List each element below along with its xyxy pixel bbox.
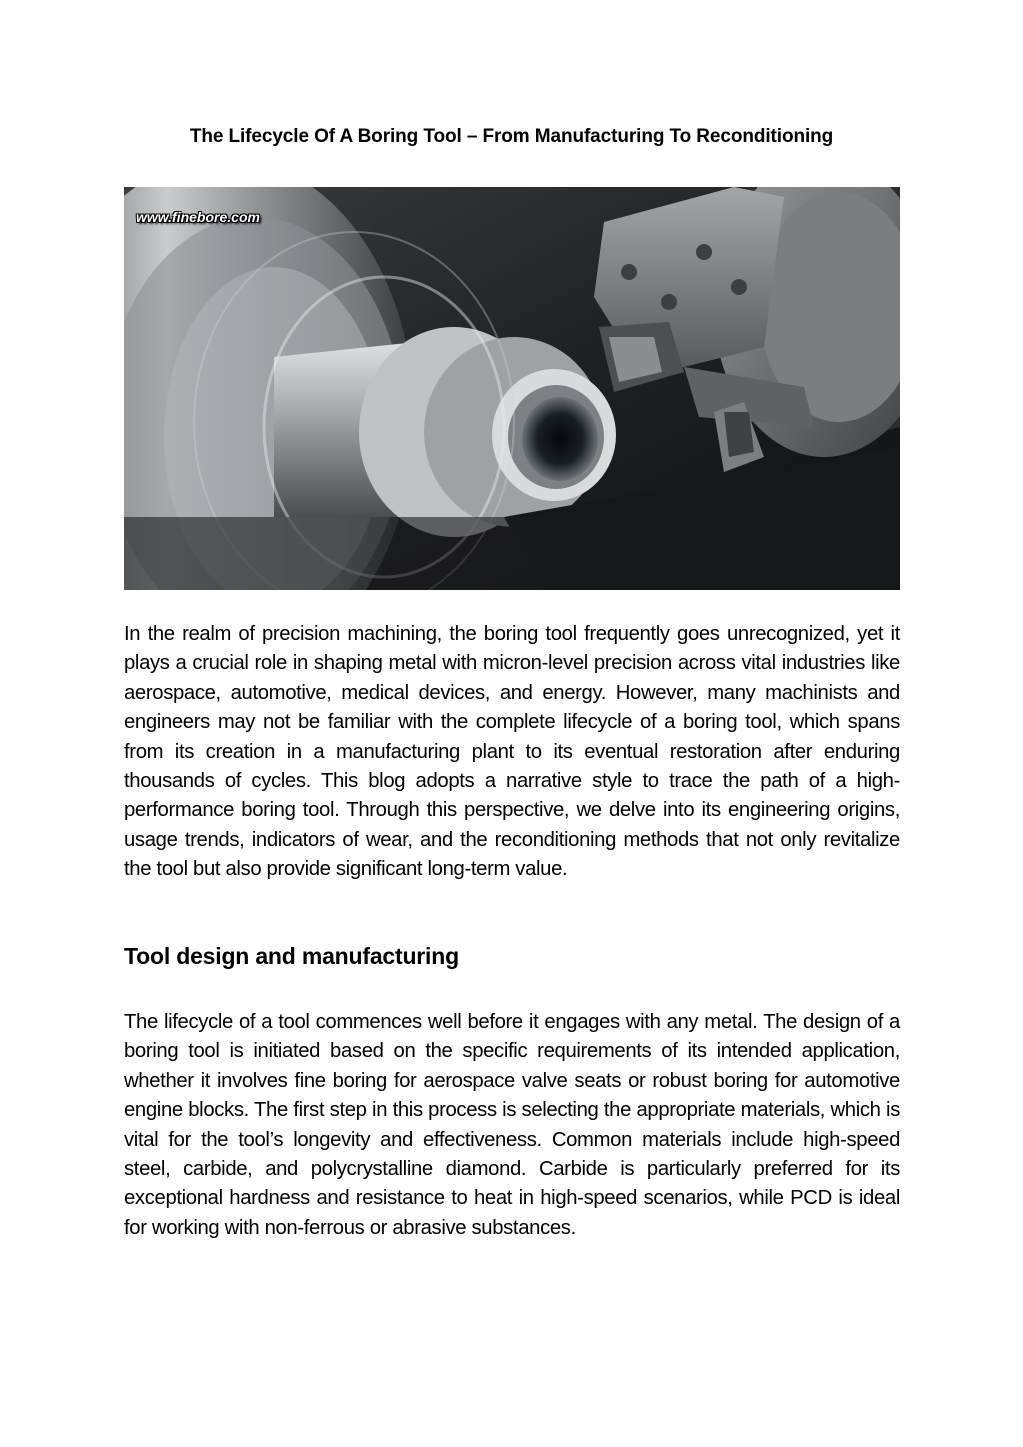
section-heading: Tool design and manufacturing [124,943,459,969]
section-paragraph: The lifecycle of a tool commences well before it engages with any metal. The design of a boring tool is initiated based on the specific requirements of its intended application, whether it involves fine boring for aerospace valve seats or robust boring for automotive engine blocks. The first step in this process is selecting the appropriate materials, which is vital for the tool’s longevity and effectiveness. Common materials include high-speed steel, carbide, and polycrystalline diamond. Carbide is particularly preferred for its exceptional hardness and resistance to heat in high-speed scenarios, while PCD is ideal for working with non-ferrous or abrasive substances. [124,1011,900,1239]
lathe-boring-photo-icon [124,187,900,590]
watermark-label: www.finebore.com [136,209,260,225]
intro-paragraph: In the realm of precision machining, the boring tool frequently goes unrecognized, yet it plays a crucial role in shaping metal with micron-level precision across vital industries like aerospace, automotive, medical devices, and energy. However, many machinists and engineers may not be familiar with the complete lifecycle of a boring tool, which spans from its creation in a manufacturing plant to its eventual restoration after enduring thousands of cycles. This blog adopts a narrative style to trace the path of a high-performance boring tool. Through this perspective, we delve into its engineering origins, usage trends, indicators of wear, and the reconditioning methods that not only revitalize the tool but also provide significant long-term value. [124,623,900,881]
document-title: The Lifecycle Of A Boring Tool – From Manufacturing To Reconditioning [189,126,834,147]
hero-image [124,187,900,590]
